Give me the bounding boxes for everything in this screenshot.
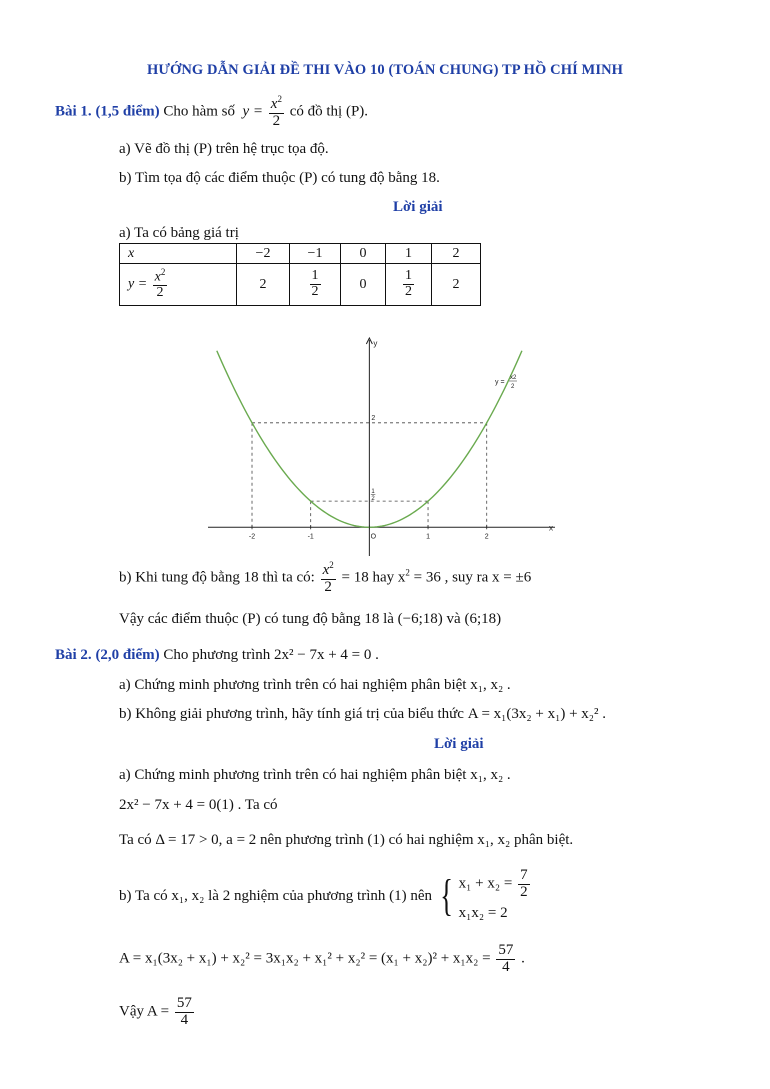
bai2-delta: Ta có Δ = 17 > 0, a = 2 nên phương trình (1) có hai nghiệm x₁, x₂ phân biệt. bbox=[119, 832, 574, 848]
table-x-cell: −1 bbox=[290, 244, 341, 264]
vieta-system: x₁ + x₂ = $\frac{7}{2}$ x₁x₂ = 2 bbox=[458, 867, 528, 921]
y-axis-label: y bbox=[373, 339, 378, 348]
legend-num: x2 bbox=[510, 375, 517, 381]
table-x-cell: 0 bbox=[341, 244, 386, 264]
bai1-statement bbox=[55, 95, 368, 130]
bai1-intro-end: có đồ thị (P). bbox=[289, 103, 369, 120]
table-y-cell: 0 bbox=[341, 264, 386, 306]
bai2-equation-label: 2x² − 7x + 4 = 0(1) . Ta có bbox=[119, 797, 278, 813]
bai1-points: (1,5 điểm) bbox=[95, 103, 160, 120]
legend-den: 2 bbox=[511, 384, 515, 390]
bai1-question-b: b) Tìm tọa độ các điểm thuộc (P) có tung độ bằng 18. bbox=[119, 170, 440, 186]
value-table bbox=[119, 243, 481, 306]
table-y-cell: 2 bbox=[237, 264, 290, 306]
legend-lhs: y = bbox=[495, 379, 505, 386]
bai2-statement bbox=[55, 647, 379, 664]
bai2-points: (2,0 điểm) bbox=[95, 647, 160, 663]
y-tick-label-half-num: 1 bbox=[371, 489, 375, 496]
bai1-label: Bài 1. bbox=[55, 103, 92, 120]
table-row-x bbox=[120, 244, 481, 264]
bai2-final-answer: Vậy A = $\frac{57}{4}$ bbox=[119, 995, 192, 1028]
table-row-y bbox=[120, 264, 481, 306]
page-title: HƯỚNG DẪN GIẢI ĐỀ THI VÀO 10 (TOÁN CHUNG) TP HỒ CHÍ MINH bbox=[146, 62, 624, 78]
bai2-question-a: a) Chứng minh phương trình trên có hai nghiệm phân biệt x₁, x₂ . bbox=[119, 677, 511, 693]
y-tick-label-half-den: 2 bbox=[371, 496, 375, 503]
bai2-question-b: b) Không giải phương trình, hãy tính giá trị của biểu thức A = x₁(3x₂ + x₁) + x₂² . bbox=[119, 706, 607, 722]
table-x-head: x bbox=[128, 245, 135, 261]
y-tick-label: 2 bbox=[371, 414, 376, 422]
table-y-cell: 2 bbox=[432, 264, 481, 306]
bai2-label: Bài 2. bbox=[55, 647, 92, 663]
bai1-solution-a: a) Ta có bảng giá trị bbox=[119, 225, 239, 241]
bai2-solution-b: b) Ta có x₁, x₂ là 2 nghiệm của phương trình (1) nên { x₁ + x₂ = $\frac{7}{2}$ x₁x₂ = 2 bbox=[119, 868, 532, 925]
bai1-func-fraction: $\frac{x^2}{2}$ bbox=[270, 94, 282, 129]
table-x-cell: −2 bbox=[237, 244, 290, 264]
table-y-cell: $\frac{1}{2}$ bbox=[386, 264, 432, 306]
x-tick-label: 1 bbox=[426, 533, 430, 541]
table-y-cell: $\frac{1}{2}$ bbox=[290, 264, 341, 306]
bai2-solution-a: a) Chứng minh phương trình trên có hai nghiệm phân biệt x₁, x₂ . bbox=[119, 767, 511, 783]
table-x-cell: 2 bbox=[432, 244, 481, 264]
x-tick-label: O bbox=[370, 533, 377, 541]
bai2-intro: Cho phương trình bbox=[163, 647, 271, 663]
x-tick-label: -2 bbox=[248, 533, 256, 541]
x-tick-label: 2 bbox=[484, 533, 489, 541]
bai2-equation: 2x² − 7x + 4 = 0 . bbox=[274, 647, 379, 663]
bai1-solution-heading: Lời giải bbox=[393, 199, 443, 215]
table-y-head: y = $\frac{x^2}{2}$ bbox=[120, 264, 237, 306]
bai1-intro: Cho hàm số bbox=[163, 103, 236, 120]
x-tick-label: -1 bbox=[307, 533, 314, 541]
system-brace: { bbox=[440, 871, 453, 921]
bai2-solution-heading: Lời giải bbox=[434, 736, 484, 752]
bai1-func-lhs: y = bbox=[242, 103, 264, 120]
x-axis-label: x bbox=[549, 523, 553, 533]
bai1-question-a: a) Vẽ đồ thị (P) trên hệ trục tọa độ. bbox=[119, 141, 329, 157]
bai2-calculation: A = x₁(3x₂ + x₁) + x₂² = 3x₁x₂ + x₁² + x₂² = (x₁ + x₂)² + x₁x₂ = $\frac{57}{4}$ . bbox=[119, 942, 525, 975]
bai1-conclusion: Vậy các điểm thuộc (P) có tung độ bằng 18 là (−6;18) và (6;18) bbox=[119, 611, 502, 627]
parabola-graph bbox=[208, 334, 563, 556]
table-x-cell: 1 bbox=[386, 244, 432, 264]
bai1-solution-b: b) Khi tung độ bằng 18 thì ta có: $\frac{x^2}{2}$ = 18 hay $x^2 = 36$ , suy ra x = ±6 bbox=[119, 560, 532, 595]
